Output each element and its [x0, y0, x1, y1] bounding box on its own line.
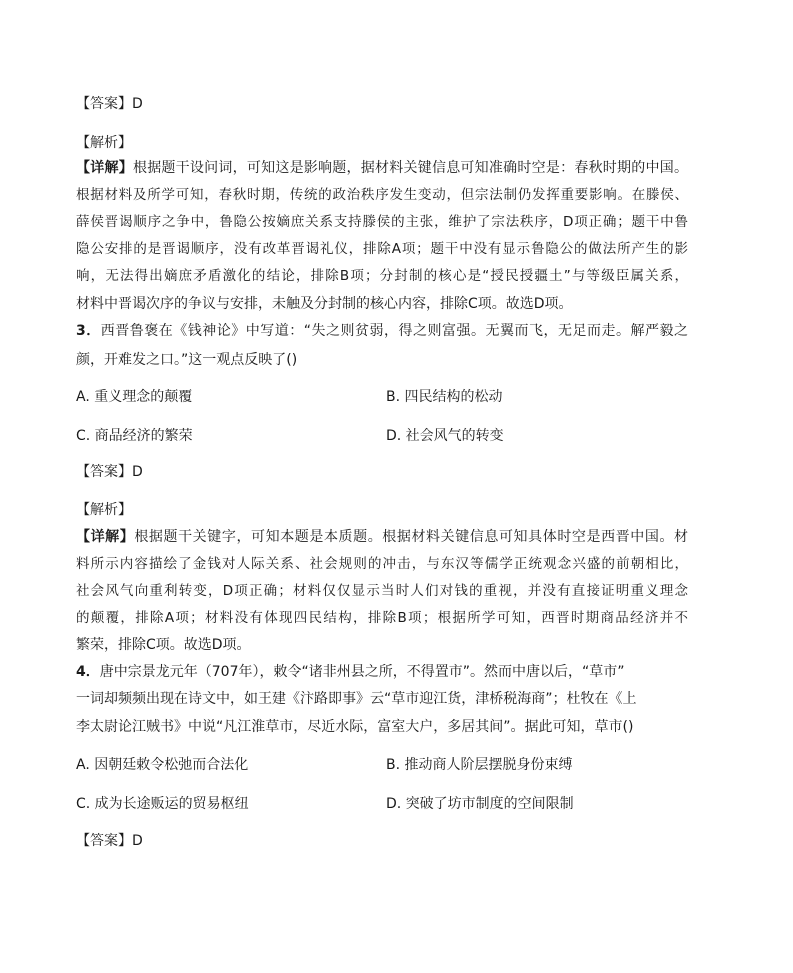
q2-detail-line-1: 【详解】根据题干设问词，可知这是影响题，据材料关键信息可知准确时空是：春秋时期的中国。 [76, 160, 688, 176]
q3-detail-line-1: 【详解】根据题干关键字，可知本题是本质题。根据材料关键信息可知具体时空是西晋中国。材 [76, 529, 688, 545]
q4-answer: 【答案】D [76, 833, 143, 849]
q3-analysis-label: 【解析】 [76, 502, 132, 518]
q3-option-c: C. 商品经济的繁荣 [76, 428, 193, 444]
q4-option-b: B. 推动商人阶层摆脱身份束缚 [386, 757, 573, 773]
q3-option-b: B. 四民结构的松动 [386, 389, 503, 405]
q3-answer: 【答案】D [76, 464, 143, 480]
q3-stem-line-2: 颜，开难发之口。”这一观点反映了() [76, 352, 298, 368]
q3-detail-line-2: 料所示内容描绘了金钱对人际关系、社会规则的冲击，与东汉等儒学正统观念兴盛的前朝相比， [76, 556, 688, 572]
q3-detail-line-3: 社会风气向重利转变，D项正确；材料仅仅显示当时人们对钱的重视，并没有直接证明重义理念 [76, 583, 688, 599]
q4-number: 4． [76, 664, 100, 680]
q2-detail-line-2: 根据材料及所学可知，春秋时期，传统的政治秩序发生变动，但宗法制仍发挥重要影响。在滕侯、 [76, 187, 688, 203]
q3-stem-line-1: 3．西晋鲁褒在《钱神论》中写道：“失之则贫弱，得之则富强。无翼而飞，无足而走。解严毅之 [76, 323, 688, 339]
q2-detail-line-3: 薛侯晋谒顺序之争中，鲁隐公按嫡庶关系支持滕侯的主张，维护了宗法秩序，D项正确；题干中鲁 [76, 214, 688, 230]
q3-option-d: D. 社会风气的转变 [386, 428, 504, 444]
q4-option-a: A. 因朝廷敕令松弛而合法化 [76, 757, 249, 773]
q4-option-d: D. 突破了坊市制度的空间限制 [386, 796, 574, 812]
q2-detail-line-5: 响，无法得出嫡庶矛盾激化的结论，排除B项；分封制的核心是“授民授疆土”与等级臣属关系， [76, 268, 688, 284]
q2-answer: 【答案】D [76, 96, 143, 112]
q3-detail-line-5: 繁荣，排除C项。故选D项。 [76, 637, 251, 653]
q3-option-a: A. 重义理念的颠覆 [76, 389, 193, 405]
q4-stem-line-1: 4．唐中宗景龙元年（707年），敕令“诸非州县之所，不得置市”。然而中唐以后，“草市” [76, 664, 625, 680]
q4-option-c: C. 成为长途贩运的贸易枢纽 [76, 796, 249, 812]
q2-detail-label: 【详解】 [76, 160, 133, 176]
q3-detail-label: 【详解】 [76, 529, 135, 545]
q4-stem-line-3: 李太尉论江贼书》中说“凡江淮草市，尽近水际，富室大户，多居其间”。据此可知，草市() [76, 719, 634, 735]
q2-detail-line-6: 材料中晋谒次序的争议与安排，未触及分封制的核心内容，排除C项。故选D项。 [76, 296, 573, 312]
q2-analysis-label: 【解析】 [76, 135, 132, 151]
q2-detail-line-4: 隐公安排的是晋谒顺序，没有改革晋谒礼仪，排除A项；题干中没有显示鲁隐公的做法所产生的影 [76, 241, 688, 257]
q4-stem-line-2: 一词却频频出现在诗文中，如王建《汴路即事》云“草市迎江货，津桥税海商”；杜牧在《上 [76, 691, 637, 707]
q3-detail-line-4: 的颠覆，排除A项；材料没有体现四民结构，排除B项；根据所学可知，西晋时期商品经济并不 [76, 610, 688, 626]
q3-number: 3． [76, 323, 101, 339]
